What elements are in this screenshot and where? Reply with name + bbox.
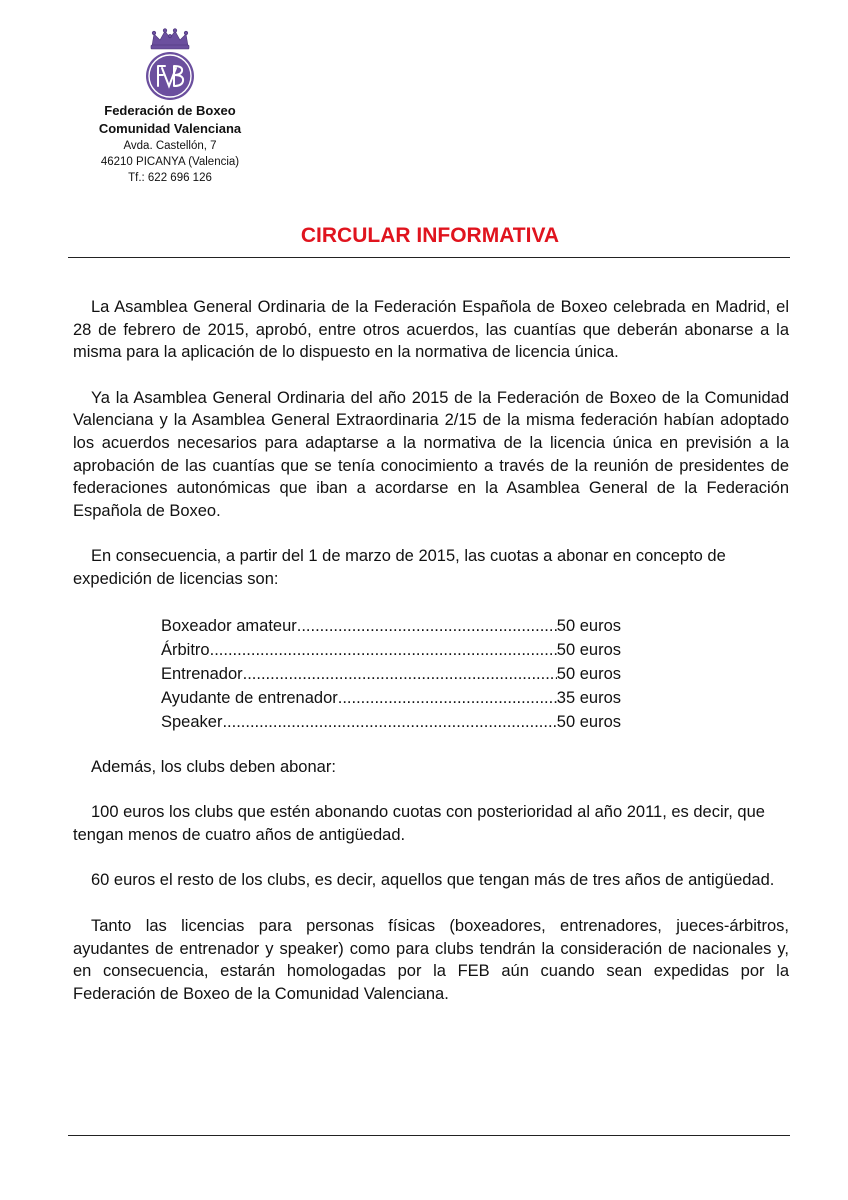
leader-dots	[222, 710, 556, 734]
paragraph-final: Tanto las licencias para personas físicas (boxeadores, entrenadores, jueces-árbitros, ayudantes de entrenador y speaker) como para clubs tendrán la consideración de nacionales y, en consecuencia, estarán homologadas por la FEB aún cuando sean expedidas por la Federación de Boxeo de la Comunidad Valenciana.	[73, 916, 789, 1003]
address-line2: 46210 PICANYA (Valencia)	[100, 156, 240, 168]
fee-list	[161, 614, 621, 734]
fee-amount: 50 euros	[556, 640, 621, 659]
leader-dots	[297, 614, 557, 638]
fee-label: Árbitro	[161, 640, 210, 659]
leader-dots	[243, 662, 557, 686]
leader-dots	[338, 686, 557, 710]
leader-dots	[210, 638, 557, 662]
fee-label: Boxeador amateur	[161, 616, 297, 635]
fee-row	[161, 710, 621, 734]
fee-label: Speaker	[161, 712, 223, 731]
paragraph-1: La Asamblea General Ordinaria de la Federación Española de Boxeo celebrada en Madrid, el 28 de febrero de 2015, aprobó, entre otros acuerdos, las cuantías que deberán abonarse a la misma para la aplicación de lo dispuesto en la normativa de licencia única.	[73, 298, 789, 362]
org-name-line2: Comunidad Valenciana	[98, 121, 242, 136]
crowned-fvb-monogram-icon	[138, 28, 202, 102]
phone: Tf.: 622 696 126	[128, 172, 212, 184]
fee-row	[161, 662, 621, 686]
org-name-line1: Federación de Boxeo	[104, 103, 236, 118]
fee-label: Entrenador	[161, 664, 243, 683]
fee-row	[161, 614, 621, 638]
letterhead	[60, 28, 280, 186]
paragraph-clubs-100: 100 euros los clubs que estén abonando cuotas con posterioridad al año 2011, es decir, que tengan menos de cuatro años de antigüedad.	[73, 803, 765, 844]
title-divider	[68, 257, 790, 258]
fee-amount: 50 euros	[556, 664, 621, 683]
document-body	[73, 296, 789, 1028]
paragraph-clubs-60: 60 euros el resto de los clubs, es decir, aquellos que tengan más de tres años de antigüedad.	[91, 871, 775, 890]
fee-amount: 50 euros	[556, 616, 621, 635]
fee-row	[161, 638, 621, 662]
address-line1: Avda. Castellón, 7	[123, 140, 217, 152]
fee-label: Ayudante de entrenador	[161, 688, 338, 707]
paragraph-3: En consecuencia, a partir del 1 de marzo de 2015, las cuotas a abonar en concepto de expedición de licencias son:	[73, 547, 726, 588]
fee-amount: 35 euros	[556, 688, 621, 707]
paragraph-clubs-intro: Además, los clubs deben abonar:	[91, 757, 336, 776]
paragraph-2: Ya la Asamblea General Ordinaria del año 2015 de la Federación de Boxeo de la Comunidad Valenciana y la Asamblea General Extraordinaria 2/15 de la misma federación habían adoptado los acuerdos necesarios para adaptarse a la normativa de la licencia única en previsión a la aprobación de las cuantías que se tenía conocimiento a través de la reunión de presidentes de federaciones autonómicas que iban a acordarse en la Asamblea General de la Federación Española de Boxeo.	[73, 388, 789, 520]
footer-divider	[68, 1135, 790, 1136]
page-title: CIRCULAR INFORMATIVA	[300, 224, 560, 247]
fee-amount: 50 euros	[556, 712, 621, 731]
fee-row	[161, 686, 621, 710]
